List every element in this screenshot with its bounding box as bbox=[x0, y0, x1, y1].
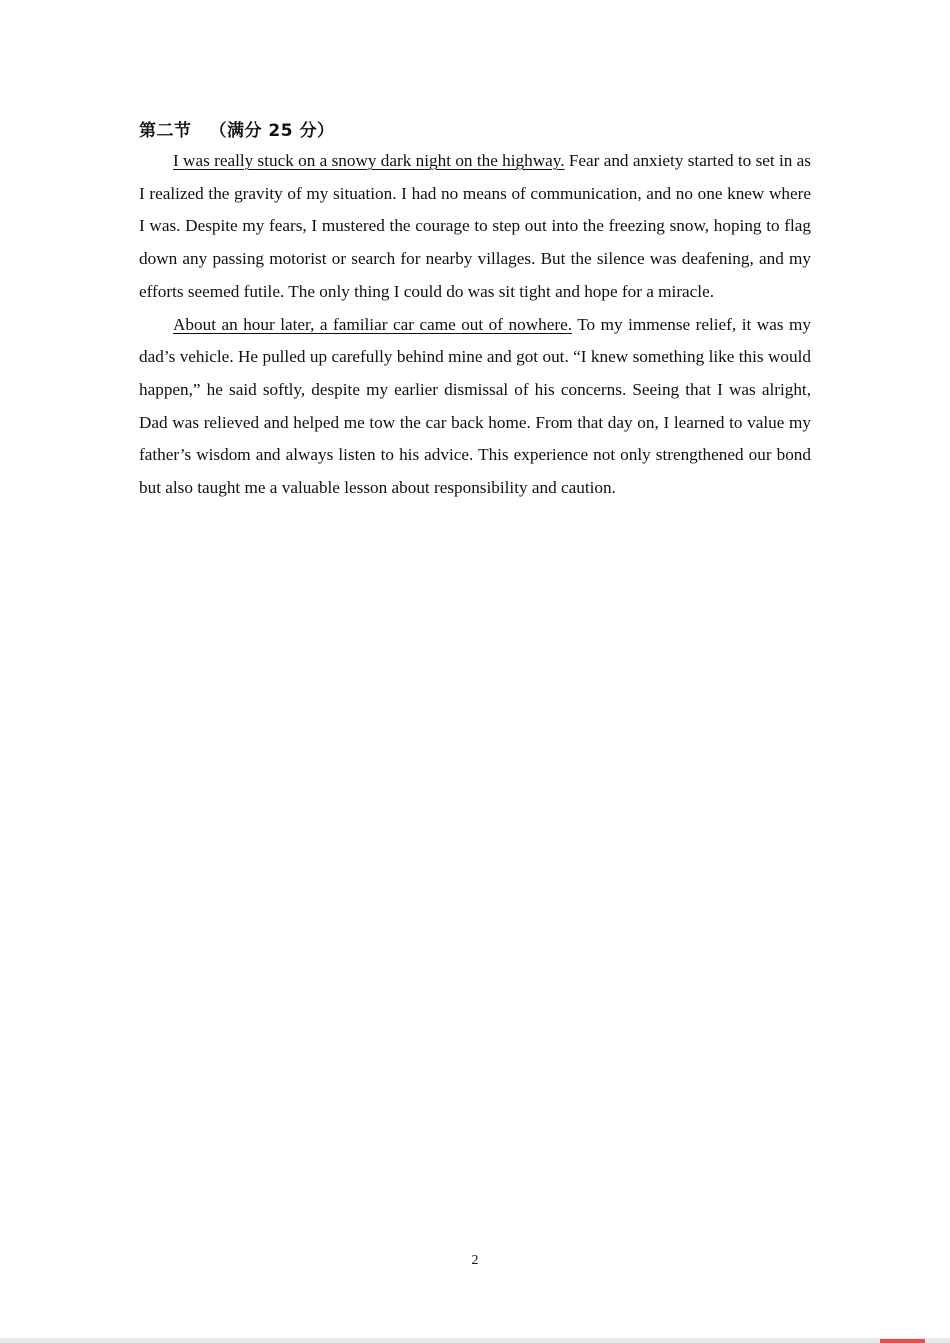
corner-mark bbox=[880, 1339, 925, 1343]
paragraph-2-lead-sentence: About an hour later, a familiar car came out of nowhere. bbox=[173, 314, 572, 334]
section-title: 第二节 bbox=[139, 121, 192, 141]
paragraph-2 bbox=[139, 309, 811, 505]
paragraph-1-text: Fear and anxiety started to set in as I realized the gravity of my situation. I had no means of communication, and no one knew where I was. Despite my fears, I mustered the courage to step out into the freezing snow, hoping to flag down any passing motorist or search for nearby villages. But the silence was deafening, and my efforts seemed futile. The only thing I could do was sit tight and hope for a miracle. bbox=[139, 151, 811, 301]
paragraph-1-lead-sentence: I was really stuck on a snowy dark night on the highway. bbox=[173, 151, 565, 170]
essay-body bbox=[139, 145, 811, 505]
paragraph-1 bbox=[139, 145, 811, 309]
section-heading bbox=[139, 116, 335, 141]
paragraph-2-text: To my immense relief, it was my dad’s vehicle. He pulled up carefully behind mine and got out. “I knew something like this would happen,” he said softly, despite my earlier dismissal of his concerns. Seeing that I was alright, Dad was relieved and helped me tow the car back home. From that day on, I learned to value my father’s wisdom and always listen to his advice. This experience not only strengthened our bond but also taught me a valuable lesson about responsibility and caution. bbox=[139, 314, 811, 498]
section-score: （满分 25 分） bbox=[209, 121, 335, 141]
bottom-edge bbox=[0, 1338, 950, 1343]
page-number: 2 bbox=[471, 1253, 479, 1268]
